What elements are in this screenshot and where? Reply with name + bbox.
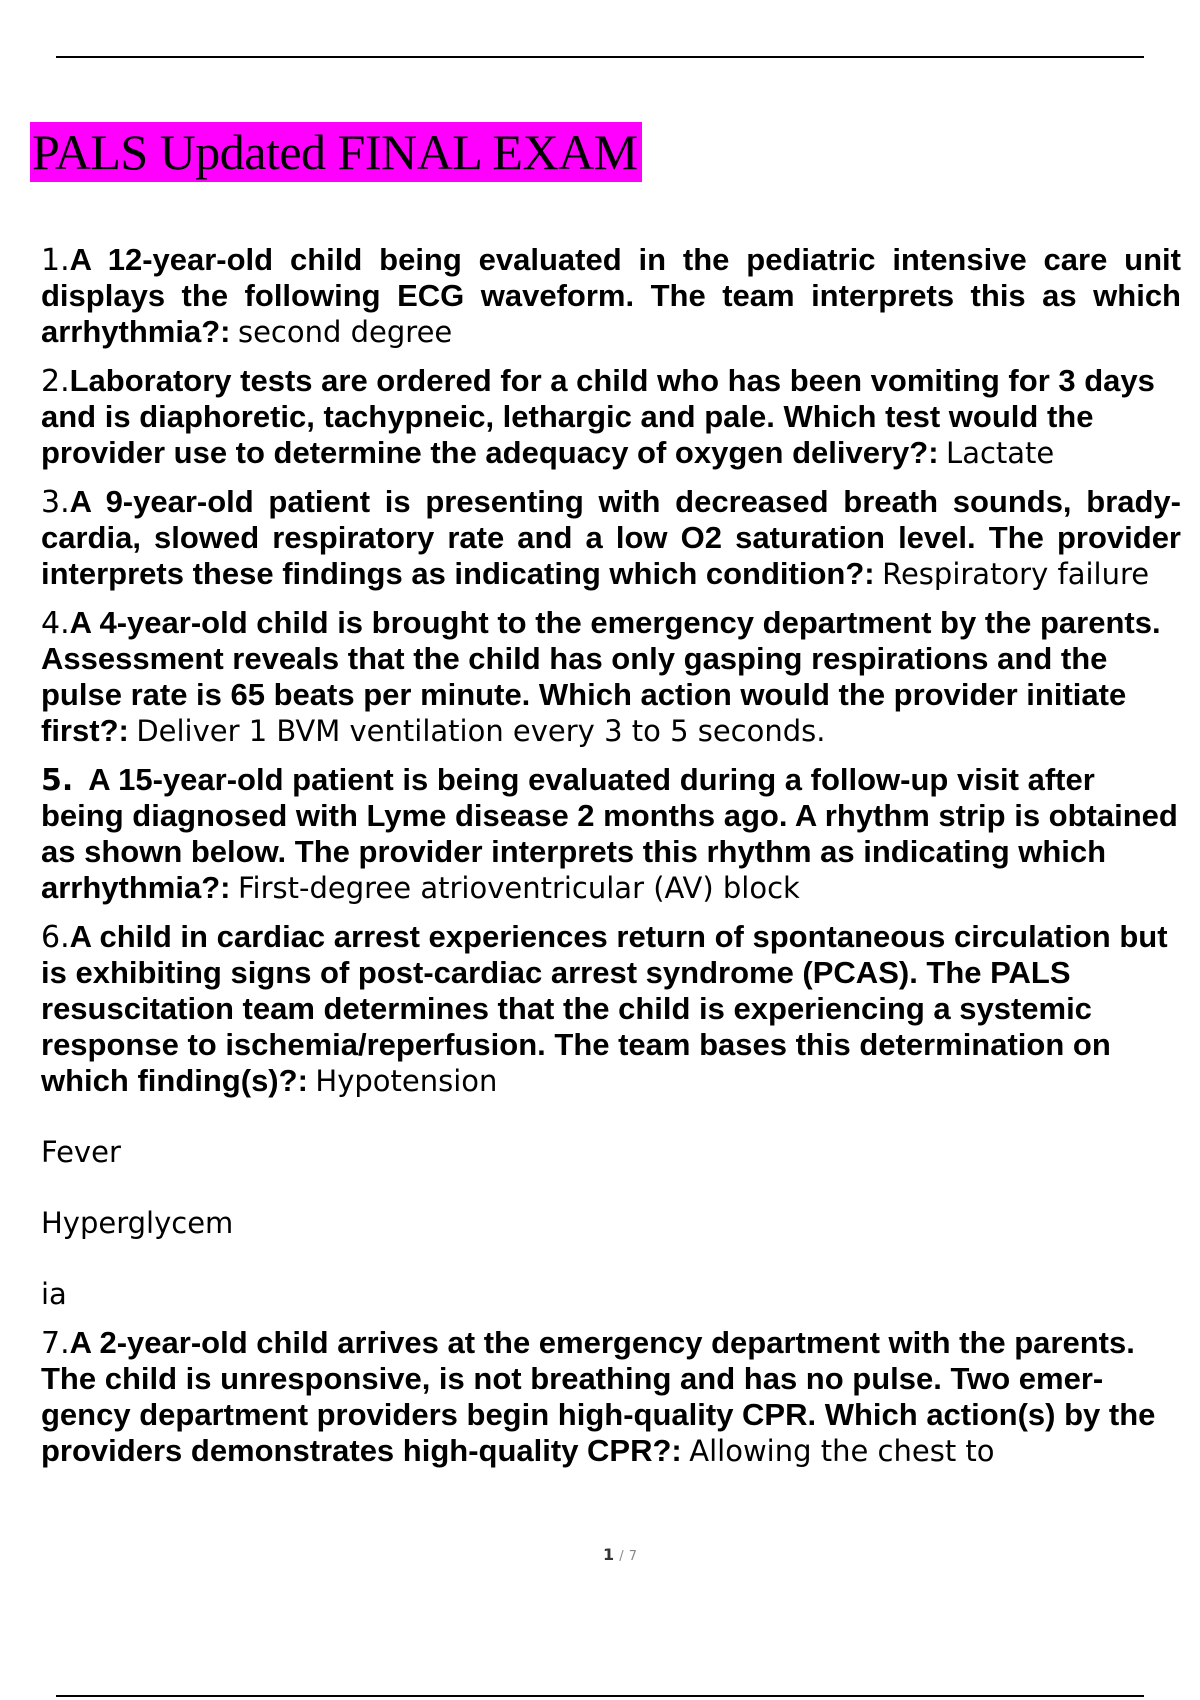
question-3 — [41, 484, 1181, 592]
question-answer: First-degree atrioventricular (AV) block — [237, 871, 800, 905]
question-2 — [41, 363, 1181, 471]
answer-continuation: ia — [41, 1277, 67, 1311]
question-answer: Lactate — [946, 436, 1055, 470]
question-1 — [41, 242, 1181, 350]
question-number: 7. — [41, 1326, 70, 1361]
question-answer: second degree — [237, 315, 453, 349]
question-6 — [41, 919, 1181, 1312]
question-answer: Respiratory failure — [882, 557, 1150, 591]
bottom-divider — [56, 1695, 1144, 1697]
question-5 — [41, 762, 1181, 906]
question-number: 1. — [41, 243, 70, 278]
page-indicator — [0, 1545, 1200, 1564]
title-block — [30, 122, 642, 182]
question-4 — [41, 605, 1181, 749]
page-separator: / — [619, 1549, 624, 1564]
question-text: A 12-year-old child being evaluated in the pediatric intensive care unit displays the following ECG waveform. The team interprets this as which arrhythmia?: — [41, 242, 1181, 349]
question-text: A 9-year-old patient is presenting with decreased breath sounds, brady- cardia, slowed respiratory rate and a low O2 saturation level. The provider interprets these findings as indicating which condition?: — [41, 484, 1181, 591]
document-title: PALS Updated FINAL EXAM — [30, 122, 642, 182]
question-text: A 2-year-old child arrives at the emergency department with the parents. The child is unresponsive, is not breathing and has no pulse. Two emer- gency department providers begin high-quality CPR. Which action(s) by the providers demonstrates high-quality CPR?: — [41, 1325, 1156, 1468]
answer-continuation: Fever — [41, 1135, 121, 1169]
question-number: 5. — [41, 763, 74, 798]
question-7 — [41, 1325, 1181, 1469]
question-text: A child in cardiac arrest experiences return of spontaneous circulation but is exhibiting signs of post-cardiac arrest syndrome (PCAS). The PALS resuscitation team determines that the child is experiencing a systemic response to ischemia/reperfusion. The team bases this determination on which finding(s)?: — [41, 919, 1168, 1098]
question-number: 6. — [41, 920, 70, 955]
question-answer: Allowing the chest to — [689, 1434, 995, 1468]
question-text-part1: A 15-year-old patient is being evaluated during a follow-up visit after being diagnosed with Lyme disease 2 months ago. A rhythm strip is obtained — [41, 762, 1178, 833]
question-answer: Hypotension — [315, 1064, 498, 1098]
question-number: 4. — [41, 606, 70, 641]
top-divider — [56, 56, 1144, 58]
question-list — [41, 242, 1181, 1482]
question-text: Laboratory tests are ordered for a child who has been vomiting for 3 days and is diaphoretic, tachypneic, lethargic and pale. Which test would the provider use to determine the adequacy of oxygen delivery?: — [41, 363, 1155, 470]
question-text-part2: as shown below. The provider interprets this rhythm as indicating which arrhythmia?: — [41, 834, 1107, 905]
answer-continuation: Hyperglycem — [41, 1206, 234, 1240]
question-answer: Deliver 1 BVM ventilation every 3 to 5 seconds. — [136, 714, 826, 748]
question-number: 3. — [41, 485, 70, 520]
current-page: 1 — [603, 1545, 615, 1564]
question-text: A 4-year-old child is brought to the emergency department by the parents. Assessment reveals that the child has only gasping respirations and the pulse rate is 65 beats per minute. Which action would the provider initiate first?: — [41, 605, 1161, 748]
total-pages: 7 — [628, 1549, 637, 1564]
question-number: 2. — [41, 364, 70, 399]
